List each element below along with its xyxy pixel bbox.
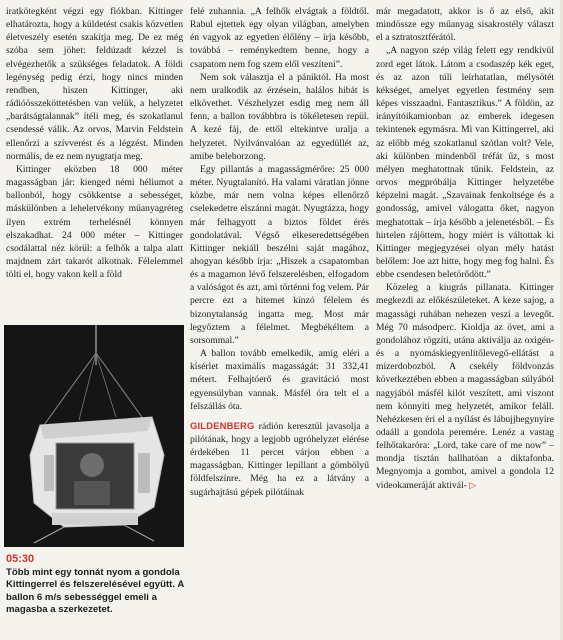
gondola-illustration xyxy=(4,325,184,547)
column-3-paragraph-2: „A nagyon szép világ felett egy rendkívül zord eget látok. Látom a csodaszép kék eget, és az azon túli leírhatatlan, mélysötét kékséget, amelyet egyetlen festmény sem képes visszaadni. Fantasztikus.” A földön, az irányítóikamionban az emberek idegesen tekintenek egymásra. Mi van Kittingerrel, aki az előbb még szokatlanul szótlan volt? Vele, aki különben mindenből tréfát űz, s most mélyen meghatottnak tűnik. Feldstein, az orvos megpróbálja Kittinger helyzetébe képzelni magát. „Szavainak fenkoltsége és a gondosság, amivel válogatta őket, nagyon meghatottak – írja később a jelenetésből. – És hirtelen rájöttem, hogy miért is váltottak ki Kittinger megjegyzései olyan mély hatást belőlem: Joe azt hitte, hogy meg fog halni. És ebbe csendesen beletörődött.” xyxy=(376,45,554,281)
column-2-keyword-paragraph-text: rádión keresztül javasolja a pilótának, hogy a legjobb ugróhelyzet elérése érdekében 11 percet várjon ebben a magasságban. Kittinger lepillant a gömbölyű földfelszínre. Még ha ez a látvány a sugárhajtású gépek pilótáinak xyxy=(190,420,369,498)
article-column-2 xyxy=(190,5,369,499)
photo-caption xyxy=(6,553,184,617)
column-2-keyword-paragraph xyxy=(190,419,369,499)
continue-arrow-icon: ▷ xyxy=(469,479,477,490)
column-3-paragraph-3-text: Közeleg a kiugrás pillanata. Kittinger megkezdi az előkészületeket. A keze sajog, a magassági ruhában nehezen veszi a levegőt. Még 70 másodperc. Kioldja az övet, ami a gondolához rögzíti, utána aktiválja az oxigén- és a nyomáskiegyenlítőlevegő-ellátást a mizerdobozból. A csekély földvonzás következtében ebben a magasságban súlyából nagyjából másfél kilót veszített, ami viszont nem könnyíti meg helyzetét, amikor feláll. Nehézkesen éri el a nyílást és lábujjhegynyire odaáll a gondola peremére. Lenéz a vastag felhőtakaróra: „Lord, take care of me now” – mondja tisztán hallhatóan a diktafonba. Megnyomja a gombot, amivel a gondola 12 videokameráját aktivál- xyxy=(376,282,554,491)
column-1-paragraph-2: Kittinger eközben 18 000 méter magasságban jár: kienged némi héliumot a ballonból, hogy csökkentse a sebességet, máskülönben a leheletvékony műanyagréteg ilyen extrém terhelésnél könnyen elszakadhat. 24 000 méter – Kittinger csodálattal néz körül: a felhők a talpa alatt majdnem zárt takarót alkotnak. Félelemmel tölti el, hogy vakon kell a föld xyxy=(6,163,183,281)
column-2-paragraph-3: Egy pillantás a magasságmérőre: 25 000 méter. Nyugtalanító. Ha valami váratlan jönne közbe, már nem volna képes ellenőrző cselekedetre elszánni magát. Nyugtázza, hogy már felhagyott a biztos földet érés gondolatával. Végső elkeseredettségében Kittinger nekiáll beszélni saját magához, ahogyan később írja: „Hiszek a csapatomban és a magamon lévő felszerelésben, elfogadom a valóságot és azt, ami történni fog velem. Pár percre ezt a hitemet kínzó félelem és bizonytalanság ingatta meg. Most már legyőztem a félelmet. Megbékéltem a sorsommal.” xyxy=(190,163,369,346)
caption-time: 05:30 xyxy=(6,553,35,565)
gondola-photo xyxy=(4,325,184,547)
article-column-3 xyxy=(376,5,554,492)
section-keyword: GILDENBERG xyxy=(190,419,255,431)
article-column-1 xyxy=(6,5,183,281)
column-3-paragraph-3 xyxy=(376,281,554,492)
caption-text: Több mint egy tonnát nyom a gondola Kittingerrel és felszerelésével együtt. A ballon 6 m/s sebességgel emeli a magasba a szerkezetet. xyxy=(6,566,184,616)
column-2-paragraph-4: A ballon tovább emelkedik, amíg eléri a kísérlet maximális magasságát: 31 332,41 métert. Felhajtóerő és gravitáció most egyensúlyban vannak. Másfél óra telt el a felszállás óta. xyxy=(190,348,369,412)
column-2-paragraph-1: felé zuhannia. „A felhők elvágtak a földtől. Rabul ejtettek egy olyan világban, amelyben én vagyok az egyetlen élőlény – írja később, továbbá – reménykedtem benne, hogy a csapatom nem fog szem elől veszíteni”. xyxy=(190,6,369,70)
column-3-paragraph-1: már megadatott, akkor is ő az első, akit mindössze egy műanyag sisakrostély választ el a sztratosztférától. xyxy=(376,6,554,44)
column-1-paragraph-1: iratkötegként végzi egy fiókban. Kittinger elhatározta, hogy a küldetést csakis közvetlen életveszély esetén szakítja meg. De ez még szóba sem jöhet: feldúzadt kézzel is elvégezhetők a szükséges feladatok. A földi legénység pedig érzi, hogy nincs minden rendben, hiszen Kittinger, aki rádióösszeköttetésben van velük, a helyzetet „barátságtalannak” ítéli meg, és szokatlanul csendessé válik. Az orvos, Marvin Feldstein ellenőrzi a szívverést és a légzést. Minden normális, de ez nem nyugtatja meg. xyxy=(6,6,183,162)
column-2-paragraph-2: Nem sok választja el a pániktól. Ha most nem uralkodik az érzésein, halálos hibát is elkövethet. Vészhelyzet esdig meg nem áll fenn, a ballon továbbbra is tökéletesen repül. A kezé fáj, de ettől eltekintve uralja a helyzetet. Nyilvánvalóan az egyedüllét az, amibe beleborzong. xyxy=(190,71,369,162)
